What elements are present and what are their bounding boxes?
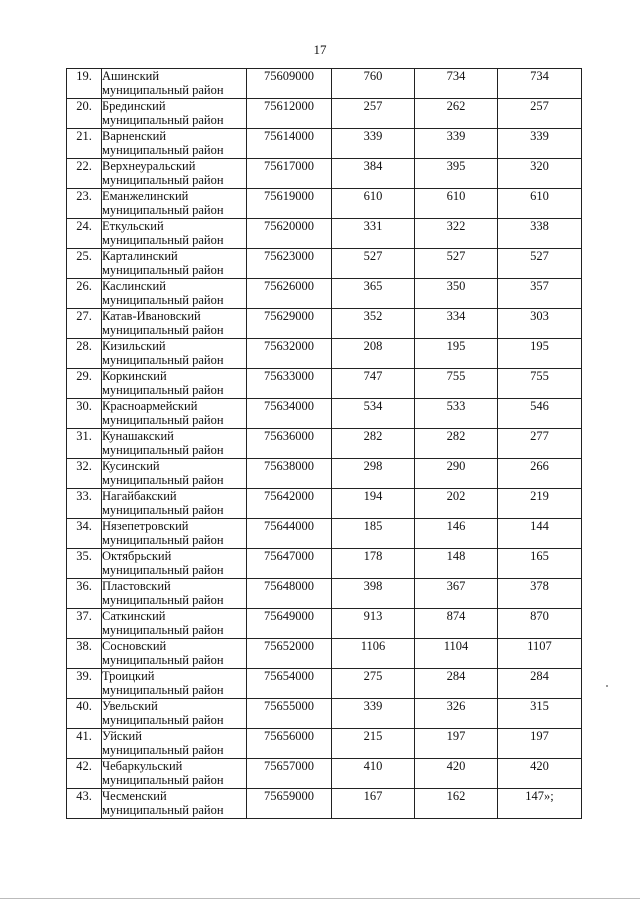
oktmo-code: 75638000 bbox=[247, 459, 332, 489]
district-name: Катав-Ивановский bbox=[102, 309, 201, 323]
district-name-cell bbox=[102, 399, 247, 429]
value-2: 262 bbox=[415, 99, 498, 129]
district-name-cell bbox=[102, 309, 247, 339]
table-row bbox=[67, 339, 582, 369]
district-name: Варненский bbox=[102, 129, 167, 143]
district-name-cell bbox=[102, 99, 247, 129]
oktmo-code: 75654000 bbox=[247, 669, 332, 699]
value-3: 165 bbox=[498, 549, 582, 579]
value-3: 610 bbox=[498, 189, 582, 219]
value-2: 282 bbox=[415, 429, 498, 459]
district-type: муниципальный район bbox=[102, 743, 224, 757]
value-1: 331 bbox=[332, 219, 415, 249]
table-row bbox=[67, 249, 582, 279]
row-number: 22. bbox=[67, 159, 102, 189]
district-name-cell bbox=[102, 639, 247, 669]
table-row bbox=[67, 699, 582, 729]
row-number: 29. bbox=[67, 369, 102, 399]
value-2: 755 bbox=[415, 369, 498, 399]
table-row bbox=[67, 579, 582, 609]
value-2: 197 bbox=[415, 729, 498, 759]
district-name-cell bbox=[102, 129, 247, 159]
district-name-cell bbox=[102, 459, 247, 489]
value-2: 610 bbox=[415, 189, 498, 219]
value-2: 350 bbox=[415, 279, 498, 309]
district-name-cell bbox=[102, 549, 247, 579]
district-name: Брединский bbox=[102, 99, 166, 113]
value-2: 527 bbox=[415, 249, 498, 279]
value-2: 339 bbox=[415, 129, 498, 159]
value-1: 339 bbox=[332, 129, 415, 159]
oktmo-code: 75659000 bbox=[247, 789, 332, 819]
district-name: Кусинский bbox=[102, 459, 160, 473]
row-number: 19. bbox=[67, 69, 102, 99]
oktmo-code: 75656000 bbox=[247, 729, 332, 759]
value-3: 546 bbox=[498, 399, 582, 429]
oktmo-code: 75620000 bbox=[247, 219, 332, 249]
row-number: 40. bbox=[67, 699, 102, 729]
district-type: муниципальный район bbox=[102, 173, 224, 187]
value-2: 148 bbox=[415, 549, 498, 579]
value-3: 144 bbox=[498, 519, 582, 549]
row-number: 38. bbox=[67, 639, 102, 669]
oktmo-code: 75647000 bbox=[247, 549, 332, 579]
value-3: 277 bbox=[498, 429, 582, 459]
value-1: 384 bbox=[332, 159, 415, 189]
district-name: Каслинский bbox=[102, 279, 166, 293]
district-name-cell bbox=[102, 519, 247, 549]
district-type: муниципальный район bbox=[102, 293, 224, 307]
value-2: 162 bbox=[415, 789, 498, 819]
row-number: 26. bbox=[67, 279, 102, 309]
district-name-cell bbox=[102, 759, 247, 789]
row-number: 43. bbox=[67, 789, 102, 819]
district-name-cell bbox=[102, 489, 247, 519]
table-row bbox=[67, 219, 582, 249]
table-row bbox=[67, 99, 582, 129]
district-name-cell bbox=[102, 789, 247, 819]
district-name: Увельский bbox=[102, 699, 158, 713]
value-2: 734 bbox=[415, 69, 498, 99]
district-type: муниципальный район bbox=[102, 113, 224, 127]
table-row bbox=[67, 129, 582, 159]
oktmo-code: 75652000 bbox=[247, 639, 332, 669]
value-2: 533 bbox=[415, 399, 498, 429]
table-row bbox=[67, 279, 582, 309]
oktmo-code: 75629000 bbox=[247, 309, 332, 339]
row-number: 31. bbox=[67, 429, 102, 459]
table-row bbox=[67, 759, 582, 789]
oktmo-code: 75633000 bbox=[247, 369, 332, 399]
district-type: муниципальный район bbox=[102, 623, 224, 637]
value-2: 290 bbox=[415, 459, 498, 489]
value-3: 734 bbox=[498, 69, 582, 99]
value-1: 534 bbox=[332, 399, 415, 429]
district-name-cell bbox=[102, 429, 247, 459]
value-1: 760 bbox=[332, 69, 415, 99]
district-name-cell bbox=[102, 69, 247, 99]
district-name: Чесменский bbox=[102, 789, 167, 803]
district-name-cell bbox=[102, 159, 247, 189]
value-1: 185 bbox=[332, 519, 415, 549]
value-1: 747 bbox=[332, 369, 415, 399]
value-3: 284 bbox=[498, 669, 582, 699]
district-name: Коркинский bbox=[102, 369, 167, 383]
district-type: муниципальный район bbox=[102, 203, 224, 217]
district-type: муниципальный район bbox=[102, 803, 224, 817]
value-2: 146 bbox=[415, 519, 498, 549]
table-row bbox=[67, 189, 582, 219]
row-number: 35. bbox=[67, 549, 102, 579]
value-1: 257 bbox=[332, 99, 415, 129]
district-type: муниципальный район bbox=[102, 533, 224, 547]
value-3: 266 bbox=[498, 459, 582, 489]
district-name-cell bbox=[102, 699, 247, 729]
page-number: 17 bbox=[313, 42, 327, 57]
district-type: муниципальный район bbox=[102, 683, 224, 697]
table-row bbox=[67, 69, 582, 99]
district-type: муниципальный район bbox=[102, 443, 224, 457]
value-2: 395 bbox=[415, 159, 498, 189]
district-name: Пластовский bbox=[102, 579, 171, 593]
oktmo-code: 75609000 bbox=[247, 69, 332, 99]
district-name: Нязепетровский bbox=[102, 519, 189, 533]
table-row bbox=[67, 669, 582, 699]
oktmo-code: 75634000 bbox=[247, 399, 332, 429]
table-row bbox=[67, 369, 582, 399]
table-row bbox=[67, 429, 582, 459]
value-2: 326 bbox=[415, 699, 498, 729]
district-type: муниципальный район bbox=[102, 473, 224, 487]
table-row bbox=[67, 489, 582, 519]
value-1: 527 bbox=[332, 249, 415, 279]
value-1: 298 bbox=[332, 459, 415, 489]
oktmo-code: 75619000 bbox=[247, 189, 332, 219]
value-3: 1107 bbox=[498, 639, 582, 669]
oktmo-code: 75649000 bbox=[247, 609, 332, 639]
district-name: Саткинский bbox=[102, 609, 166, 623]
district-name: Уйский bbox=[102, 729, 142, 743]
footer-rule bbox=[0, 898, 640, 899]
value-1: 339 bbox=[332, 699, 415, 729]
value-1: 365 bbox=[332, 279, 415, 309]
district-name-cell bbox=[102, 189, 247, 219]
row-number: 25. bbox=[67, 249, 102, 279]
value-1: 352 bbox=[332, 309, 415, 339]
table-row bbox=[67, 399, 582, 429]
district-name-cell bbox=[102, 219, 247, 249]
oktmo-code: 75655000 bbox=[247, 699, 332, 729]
row-number: 21. bbox=[67, 129, 102, 159]
district-name-cell bbox=[102, 249, 247, 279]
district-name: Еманжелинский bbox=[102, 189, 189, 203]
value-3: 315 bbox=[498, 699, 582, 729]
value-3: 527 bbox=[498, 249, 582, 279]
district-name-cell bbox=[102, 609, 247, 639]
oktmo-code: 75614000 bbox=[247, 129, 332, 159]
district-type: муниципальный район bbox=[102, 143, 224, 157]
value-3: 339 bbox=[498, 129, 582, 159]
oktmo-code: 75612000 bbox=[247, 99, 332, 129]
district-name: Кизильский bbox=[102, 339, 166, 353]
value-2: 367 bbox=[415, 579, 498, 609]
table-row bbox=[67, 609, 582, 639]
district-type: муниципальный район bbox=[102, 83, 224, 97]
district-name: Троицкий bbox=[102, 669, 155, 683]
district-name: Кунашакский bbox=[102, 429, 174, 443]
district-type: муниципальный район bbox=[102, 413, 224, 427]
value-3: 303 bbox=[498, 309, 582, 339]
row-number: 32. bbox=[67, 459, 102, 489]
district-type: муниципальный район bbox=[102, 353, 224, 367]
district-type: муниципальный район bbox=[102, 773, 224, 787]
oktmo-code: 75617000 bbox=[247, 159, 332, 189]
district-type: муниципальный район bbox=[102, 713, 224, 727]
oktmo-code: 75636000 bbox=[247, 429, 332, 459]
value-1: 178 bbox=[332, 549, 415, 579]
district-name-cell bbox=[102, 669, 247, 699]
value-1: 208 bbox=[332, 339, 415, 369]
value-3: 357 bbox=[498, 279, 582, 309]
value-1: 913 bbox=[332, 609, 415, 639]
value-3: 378 bbox=[498, 579, 582, 609]
value-3: 147»; bbox=[498, 789, 582, 819]
value-2: 420 bbox=[415, 759, 498, 789]
value-1: 275 bbox=[332, 669, 415, 699]
district-type: муниципальный район bbox=[102, 323, 224, 337]
oktmo-code: 75632000 bbox=[247, 339, 332, 369]
district-name: Октябрьский bbox=[102, 549, 172, 563]
district-name: Нагайбакский bbox=[102, 489, 177, 503]
value-1: 194 bbox=[332, 489, 415, 519]
table-row bbox=[67, 309, 582, 339]
value-3: 219 bbox=[498, 489, 582, 519]
value-1: 167 bbox=[332, 789, 415, 819]
district-type: муниципальный район bbox=[102, 503, 224, 517]
row-number: 41. bbox=[67, 729, 102, 759]
value-3: 197 bbox=[498, 729, 582, 759]
value-2: 322 bbox=[415, 219, 498, 249]
row-number: 23. bbox=[67, 189, 102, 219]
district-name: Сосновский bbox=[102, 639, 167, 653]
oktmo-code: 75648000 bbox=[247, 579, 332, 609]
table-row bbox=[67, 639, 582, 669]
district-name-cell bbox=[102, 279, 247, 309]
table-row bbox=[67, 549, 582, 579]
row-number: 33. bbox=[67, 489, 102, 519]
value-1: 410 bbox=[332, 759, 415, 789]
district-name: Карталинский bbox=[102, 249, 178, 263]
district-type: муниципальный район bbox=[102, 233, 224, 247]
value-3: 338 bbox=[498, 219, 582, 249]
district-name: Верхнеуральский bbox=[102, 159, 196, 173]
value-3: 870 bbox=[498, 609, 582, 639]
value-3: 257 bbox=[498, 99, 582, 129]
district-type: муниципальный район bbox=[102, 263, 224, 277]
district-name: Ашинский bbox=[102, 69, 160, 83]
table-body bbox=[67, 69, 582, 819]
row-number: 27. bbox=[67, 309, 102, 339]
district-type: муниципальный район bbox=[102, 653, 224, 667]
row-number: 20. bbox=[67, 99, 102, 129]
oktmo-code: 75644000 bbox=[247, 519, 332, 549]
district-type: муниципальный район bbox=[102, 593, 224, 607]
district-name-cell bbox=[102, 369, 247, 399]
value-2: 284 bbox=[415, 669, 498, 699]
table-row bbox=[67, 459, 582, 489]
row-number: 34. bbox=[67, 519, 102, 549]
row-number: 30. bbox=[67, 399, 102, 429]
municipal-districts-table bbox=[66, 68, 582, 819]
row-number: 24. bbox=[67, 219, 102, 249]
row-number: 36. bbox=[67, 579, 102, 609]
district-name: Еткульский bbox=[102, 219, 164, 233]
district-type: муниципальный район bbox=[102, 563, 224, 577]
value-1: 610 bbox=[332, 189, 415, 219]
district-name: Чебаркульский bbox=[102, 759, 183, 773]
table-row bbox=[67, 789, 582, 819]
row-number: 28. bbox=[67, 339, 102, 369]
value-2: 874 bbox=[415, 609, 498, 639]
district-type: муниципальный район bbox=[102, 383, 224, 397]
table-row bbox=[67, 729, 582, 759]
oktmo-code: 75623000 bbox=[247, 249, 332, 279]
value-2: 195 bbox=[415, 339, 498, 369]
value-2: 1104 bbox=[415, 639, 498, 669]
row-number: 42. bbox=[67, 759, 102, 789]
value-3: 420 bbox=[498, 759, 582, 789]
value-1: 282 bbox=[332, 429, 415, 459]
row-number: 37. bbox=[67, 609, 102, 639]
oktmo-code: 75657000 bbox=[247, 759, 332, 789]
table-row bbox=[67, 519, 582, 549]
value-1: 398 bbox=[332, 579, 415, 609]
value-2: 202 bbox=[415, 489, 498, 519]
value-1: 215 bbox=[332, 729, 415, 759]
oktmo-code: 75642000 bbox=[247, 489, 332, 519]
value-3: 320 bbox=[498, 159, 582, 189]
row-number: 39. bbox=[67, 669, 102, 699]
value-1: 1106 bbox=[332, 639, 415, 669]
district-name-cell bbox=[102, 729, 247, 759]
value-3: 755 bbox=[498, 369, 582, 399]
value-3: 195 bbox=[498, 339, 582, 369]
value-2: 334 bbox=[415, 309, 498, 339]
district-name-cell bbox=[102, 579, 247, 609]
scan-speck bbox=[606, 685, 608, 687]
table-row bbox=[67, 159, 582, 189]
oktmo-code: 75626000 bbox=[247, 279, 332, 309]
district-name: Красноармейский bbox=[102, 399, 198, 413]
district-name-cell bbox=[102, 339, 247, 369]
